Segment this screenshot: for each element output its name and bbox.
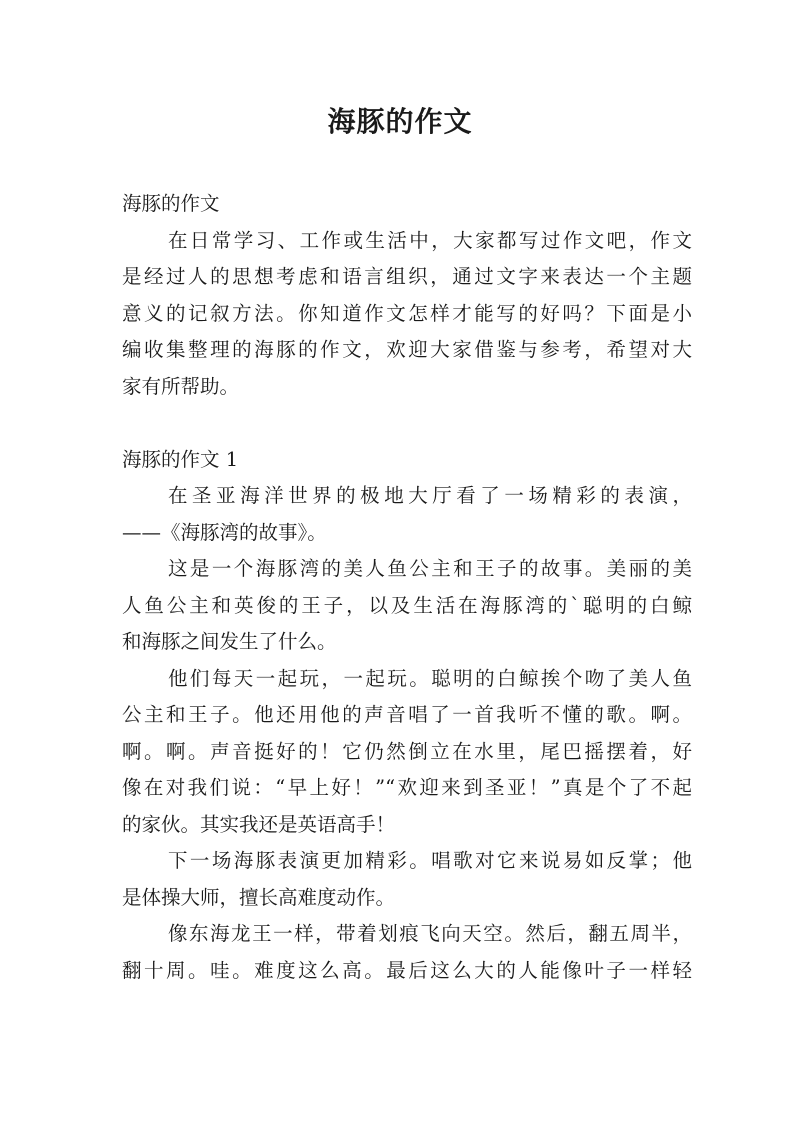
essay1-paragraph-line: 他们每天一起玩，一起玩。聪明的白鲸挨个吻了美人鱼 (168, 666, 692, 690)
document-body (122, 186, 692, 989)
essay1-paragraph-line: 人鱼公主和英俊的王子，以及生活在海豚湾的`聪明的白鲸 (122, 593, 692, 617)
essay1-paragraph-line: 下一场海豚表演更加精彩。唱歌对它来说易如反掌；他 (168, 849, 692, 872)
intro-paragraph-line: 家有所帮助。 (122, 374, 240, 398)
essay1-paragraph-line: 翻十周。哇。难度这么高。最后这么大的人能像叶子一样轻 (122, 958, 692, 982)
essay1-paragraph-line: 这是一个海豚湾的美人鱼公主和王子的故事。美丽的美 (168, 557, 692, 580)
essay1-paragraph-line: 公主和王子。他还用他的声音唱了一首我听不懂的歌。啊。 (122, 703, 692, 726)
page-title: 海豚的作文 (327, 105, 473, 138)
essay1-paragraph-line: 像在对我们说：“早上好！”“欢迎来到圣亚！”真是个了不起 (122, 776, 692, 799)
essay1-paragraph-line: 在圣亚海洋世界的极地大厅看了一场精彩的表演， (168, 484, 692, 507)
intro-paragraph-line: 编收集整理的海豚的作文，欢迎大家借鉴与参考，希望对大 (122, 338, 692, 361)
essay1-heading: 海豚的作文 1 (122, 447, 239, 471)
intro-heading: 海豚的作文 (122, 192, 220, 215)
intro-paragraph-line: 意义的记叙方法。你知道作文怎样才能写的好吗？下面是小 (122, 301, 692, 325)
essay1-paragraph-line: 的家伙。其实我还是英语高手！ (122, 812, 396, 836)
essay1-paragraph-line: 啊。啊。声音挺好的！它仍然倒立在水里，尾巴摇摆着，好 (122, 739, 692, 763)
essay1-paragraph-line: ——《海豚湾的故事》。 (122, 520, 327, 544)
essay1-paragraph-line: 是体操大师，擅长高难度动作。 (122, 885, 396, 909)
essay1-paragraph-line: 像东海龙王一样，带着划痕飞向天空。然后，翻五周半， (168, 922, 692, 945)
intro-paragraph-line: 在日常学习、工作或生活中，大家都写过作文吧，作文 (168, 228, 692, 252)
intro-paragraph-line: 是经过人的思想考虑和语言组织，通过文字来表达一个主题 (122, 265, 692, 288)
paragraph-gap (122, 405, 692, 442)
essay1-paragraph-line: 和海豚之间发生了什么。 (122, 630, 337, 653)
